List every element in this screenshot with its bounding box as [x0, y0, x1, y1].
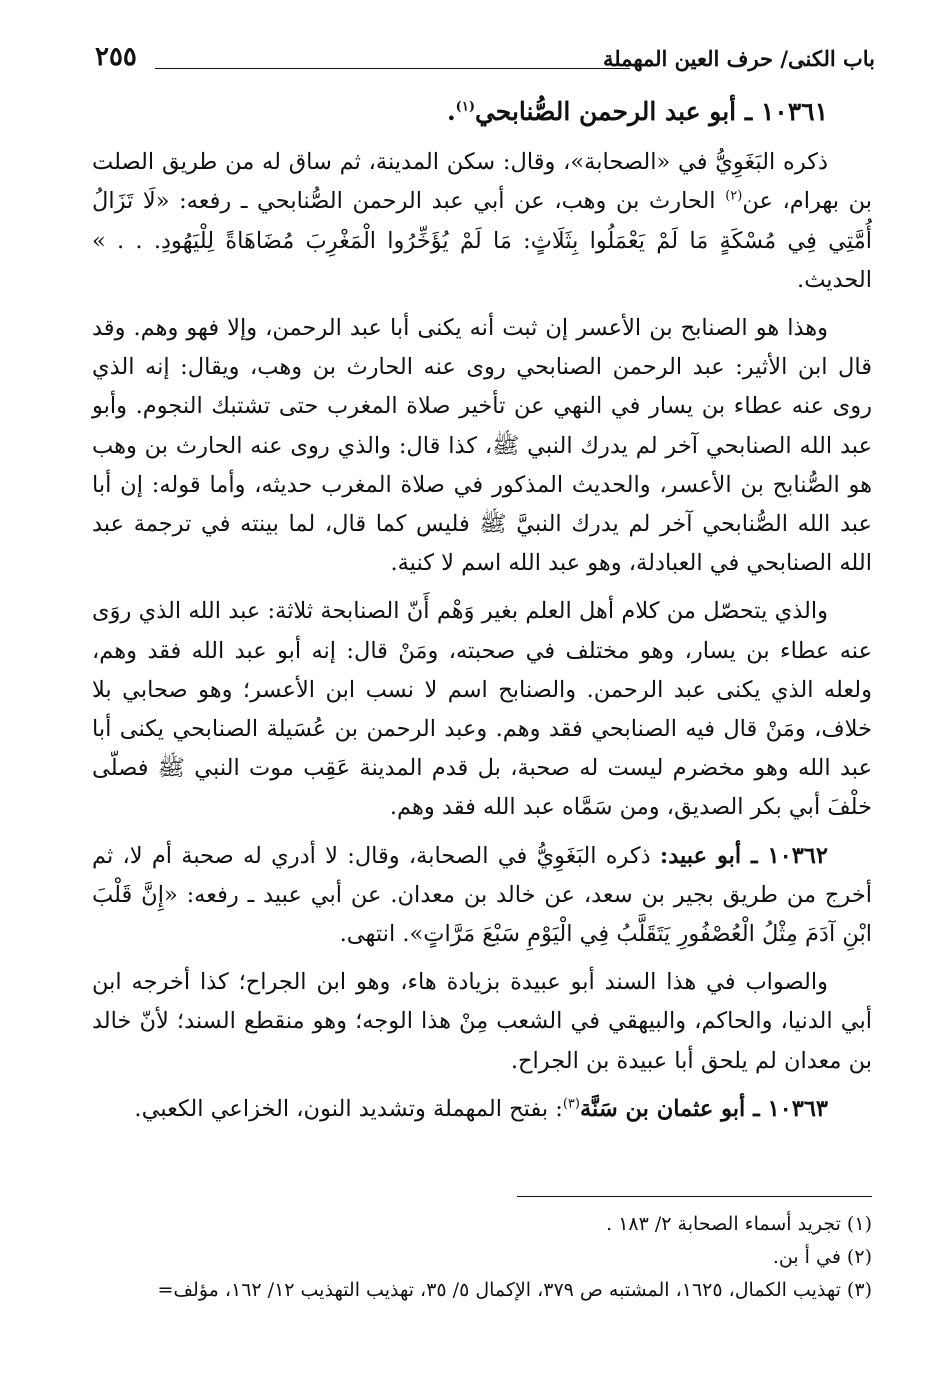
paragraph-1 — [92, 143, 872, 300]
paragraph-5: والصواب في هذا السند أبو عبيدة بزيادة هاء، وهو ابن الجراح؛ كذا أخرجه ابن أبي الدنيا، والحاكم، والبيهقي في الشعب مِنْ هذا الوجه؛ وهو منقطع السند؛ لأنّ خالد بن معدان لم يلحق أبا عبيدة بن الجراح. — [92, 969, 872, 1074]
footnote-ref-2: (٢) — [725, 188, 743, 204]
heading-end: . — [446, 97, 456, 126]
footnote-ref-1: (١) — [455, 99, 475, 115]
paragraph-1-text-a: ذكره البَغَوِيُّ في «الصحابة»، وقال: سكن المدينة، ثم ساق له من طريق الصلت بن بهرام، عن — [92, 149, 872, 215]
paragraph-3: والذي يتحصّل من كلام أهل العلم بغير وَهْم أَنّ الصنابحة ثلاثة: عبد الله الذي روَى عنه عطاء بن يسار، وهو مختلف في صحبته، ومَنْ قال: إنه أبو عبد الله فقد وهم، ولعله الذي يكنى عبد الرحمن. والصنابح اسم لا نسب ابن الأعسر؛ وهو صحابي بلا خلاف، ومَنْ قال فيه الصنابحي فقد وهم. وعبد الرحمن بن عُسَيلة الصنابحي يكنى أبا عبد الله وهو مخضرم ليست له صحبة، بل قدم المدينة عَقِب موت النبي ﷺ فصلّى خلْفَ أبي بكر الصديق، ومن سَمَّاه عبد الله فقد وهم. — [92, 598, 872, 821]
footnotes — [70, 1208, 872, 1307]
running-title: باب الكنى/ حرف العين المهملة — [602, 46, 875, 71]
footnote-rule — [517, 1196, 872, 1197]
entry-heading-10363: ١٠٣٦٣ ـ أبو عثمان بن سَنَّة — [579, 1095, 828, 1122]
footnote-ref-3: (٣) — [562, 1096, 580, 1112]
entry-heading-10361 — [92, 92, 872, 131]
entry-10363 — [92, 1090, 872, 1129]
entry-10363-text: : بفتح المهملة وتشديد النون، الخزاعي الكعبي. — [134, 1095, 563, 1122]
footnote-1: (١) تجريد أسماء الصحابة ٢/ ١٨٣ . — [606, 1213, 872, 1235]
footnote-2: (٢) في أ بن. — [772, 1246, 872, 1268]
footnote-3: (٣) تهذيب الكمال، ١٦٢٥، المشتبه ص ٣٧٩، الإكمال ٥/ ٣٥، تهذيب التهذيب ١٢/ ١٦٢، مؤلف= — [157, 1279, 872, 1301]
entry-10362 — [92, 837, 872, 955]
page-header — [95, 40, 875, 80]
entry-heading-10362: ١٠٣٦٢ ـ أبو عبيد: — [659, 842, 828, 869]
page-number: ٢٥٥ — [95, 42, 137, 72]
paragraph-2: وهذا هو الصنابح بن الأعسر إن ثبت أنه يكنى أبا عبد الرحمن، وإلا فهو وهم. وقد قال ابن الأثير: عبد الرحمن الصنابحي روى عنه الحارث بن وهب، ويقال: إنه الذي روى عنه عطاء بن يسار في النهي عن تأخير صلاة المغرب حتى تشتبك النجوم. وأبو عبد الله الصنابحي آخر لم يدرك النبي ﷺ، كذا قال: والذي روى عنه الحارث بن وهب هو الصُّنابح بن الأعسر، والحديث المذكور في صلاة المغرب حديثه، وأما قوله: إن أبا عبد الله الصُّنابحي آخر لم يدرك النبيَّ ﷺ فليس كما قال، لما بينته في ترجمة عبد الله الصنابحي في العبادلة، وهو عبد الله اسم لا كنية. — [92, 315, 872, 577]
main-text — [92, 92, 872, 1138]
paragraph-1-text-b: الحارث بن وهب، عن أبي عبد الرحمن الصُّنابحي ـ رفعه: «لَا تَزَالُ أُمَّتِي فِي مُسْكَةٍ مَا لَمْ يَعْمَلُوا بِثَلَاثٍ: مَا لَمْ يُؤَخِّرُوا الْمَغْرِبَ مُضَاهَاةً لِلْيَهُودِ. . . » الحديث. — [92, 188, 872, 293]
entry-10362-text: ذكره البَغَوِيُّ في الصحابة، وقال: لا أدري له صحبة أم لا، ثم أخرج من طريق بجير بن سعد، عن خالد بن معدان. عن أبي عبيد ـ رفعه: «إِنَّ قَلْبَ ابْنِ آدَمَ مِثْلُ الْعُصْفُورِ يَتَقَلَّبُ فِي الْيَوْمِ سَبْعَ مَرَّاتٍ». انتهى. — [92, 842, 872, 948]
header-rule — [155, 68, 630, 69]
entry-title: ١٠٣٦١ ـ أبو عبد الرحمن الصُّنابحي — [474, 97, 828, 126]
